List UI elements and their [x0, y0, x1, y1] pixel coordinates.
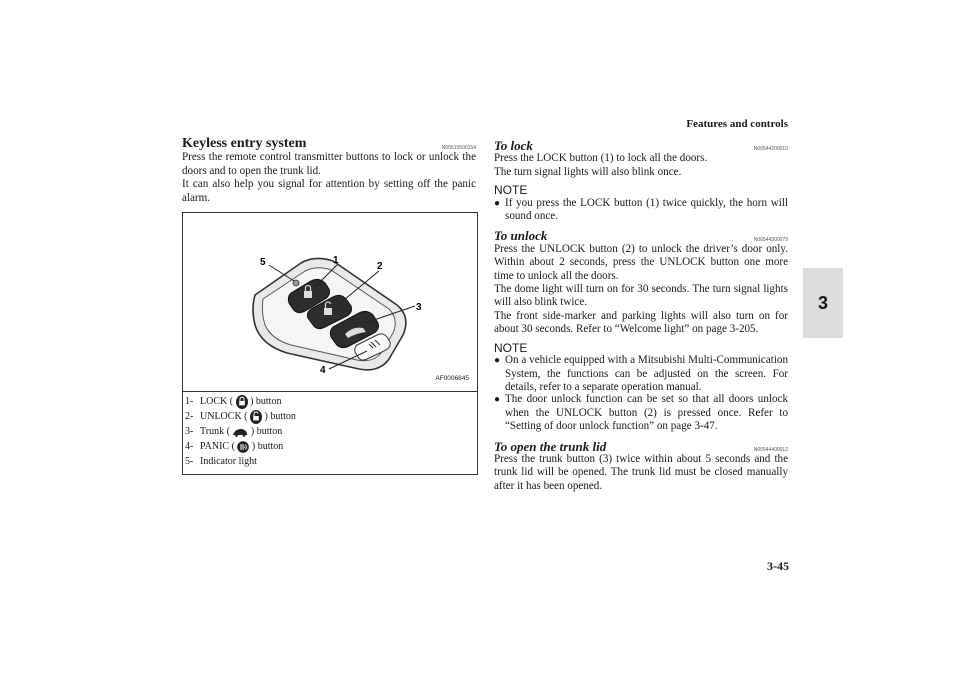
- legend-text: [200, 409, 296, 424]
- legend-number: 2-: [185, 411, 194, 423]
- note-bullet-text: If you press the LOCK button (1) twice quickly, the horn will sound once.: [505, 196, 788, 223]
- legend-item: [183, 439, 477, 454]
- remote-transmitter-illustration: [183, 213, 477, 391]
- chapter-tab: 3: [803, 268, 843, 338]
- legend-label: UNLOCK (: [200, 411, 248, 423]
- callout-5: 5: [260, 257, 266, 269]
- to-lock-code: N00544200010: [753, 146, 788, 153]
- note-bullet: [494, 393, 788, 433]
- panic-icon: [237, 441, 249, 453]
- to-unlock-heading: To unlock: [494, 228, 548, 244]
- car-trunk-icon: [232, 427, 248, 437]
- legend-text: [200, 454, 257, 469]
- to-unlock-code: N00544300079: [753, 236, 788, 243]
- bullet-icon: ●: [494, 355, 501, 367]
- right-column: [494, 133, 788, 493]
- callout-1: 1: [333, 255, 339, 267]
- legend-label: Indicator light: [200, 456, 257, 468]
- callout-3: 3: [416, 302, 422, 314]
- callout-2: 2: [377, 261, 383, 273]
- figure-code: AF0006845: [435, 374, 469, 382]
- open-trunk-heading: To open the trunk lid: [494, 438, 607, 454]
- figure-legend: [182, 392, 478, 475]
- legend-text: [200, 439, 283, 454]
- open-trunk-code: N00544400012: [753, 446, 788, 453]
- callout-4: 4: [320, 365, 326, 377]
- to-unlock-paragraph-3: The front side-marker and parking lights will also turn on for about 30 seconds. Refer to “Welcome light” on page 3-205.: [494, 309, 788, 336]
- legend-item: [183, 424, 477, 439]
- lock-icon: [236, 395, 248, 409]
- note-bullet-text: The door unlock function can be set so that all doors unlock when the UNLOCK button (2) is pressed once. Refer to “Setting of door unlock function” on page 3-47.: [505, 393, 788, 433]
- legend-item: [183, 394, 477, 409]
- legend-text: [200, 424, 282, 439]
- running-header: Features and controls: [686, 118, 788, 130]
- open-trunk-paragraph: Press the trunk button (3) twice within about 5 seconds and the trunk lid will be opened. The trunk lid must be closed manually after it has been opened.: [494, 452, 788, 492]
- intro-paragraph-2: It can also help you signal for attention by setting off the panic alarm.: [182, 178, 476, 204]
- to-lock-paragraph-1: Press the LOCK button (1) to lock all the doors.: [494, 152, 708, 165]
- legend-suffix: ) button: [250, 396, 282, 408]
- legend-suffix: ) button: [250, 426, 283, 438]
- note-bullet-text: On a vehicle equipped with a Mitsubishi Multi-Communication System, the functions can be adjusted on the screen. For details, refer to a separate operation manual.: [505, 354, 788, 393]
- bullet-icon: ●: [494, 197, 501, 209]
- note-bullet: [494, 197, 788, 224]
- note-label: NOTE: [494, 340, 528, 355]
- remote-transmitter-figure: [182, 212, 478, 392]
- note-bullet: [494, 354, 788, 394]
- legend-number: 5-: [185, 456, 194, 468]
- unlock-icon: [250, 410, 262, 424]
- legend-number: 4-: [185, 441, 194, 453]
- legend-item: [183, 409, 477, 424]
- note-label: NOTE: [494, 183, 528, 198]
- left-column: [182, 133, 476, 475]
- legend-label: LOCK (: [200, 396, 234, 408]
- legend-suffix: ) button: [251, 441, 284, 453]
- section-code: N00515500154: [441, 145, 476, 152]
- legend-label: Trunk (: [200, 426, 230, 438]
- to-unlock-paragraph-2: The dome light will turn on for 30 seconds. The turn signal lights will also blink twice.: [494, 283, 788, 309]
- legend-label: PANIC (: [200, 441, 235, 453]
- bullet-icon: ●: [494, 394, 501, 406]
- legend-text: [200, 394, 281, 409]
- legend-item: [183, 454, 477, 469]
- legend-number: 3-: [185, 426, 194, 438]
- section-title: Keyless entry system: [182, 136, 307, 151]
- to-unlock-paragraph-1: Press the UNLOCK button (2) to unlock the driver’s door only. Within about 2 seconds, press the UNLOCK button one more time to unlock all the doors.: [494, 242, 788, 282]
- to-lock-paragraph-2: The turn signal lights will also blink once.: [494, 165, 682, 178]
- legend-number: 1-: [185, 396, 194, 408]
- to-lock-heading: To lock: [494, 138, 533, 153]
- intro-paragraph-1: Press the remote control transmitter buttons to lock or unlock the doors and to open the trunk lid.: [182, 151, 476, 177]
- page-number: 3-45: [767, 559, 789, 573]
- legend-suffix: ) button: [264, 411, 296, 423]
